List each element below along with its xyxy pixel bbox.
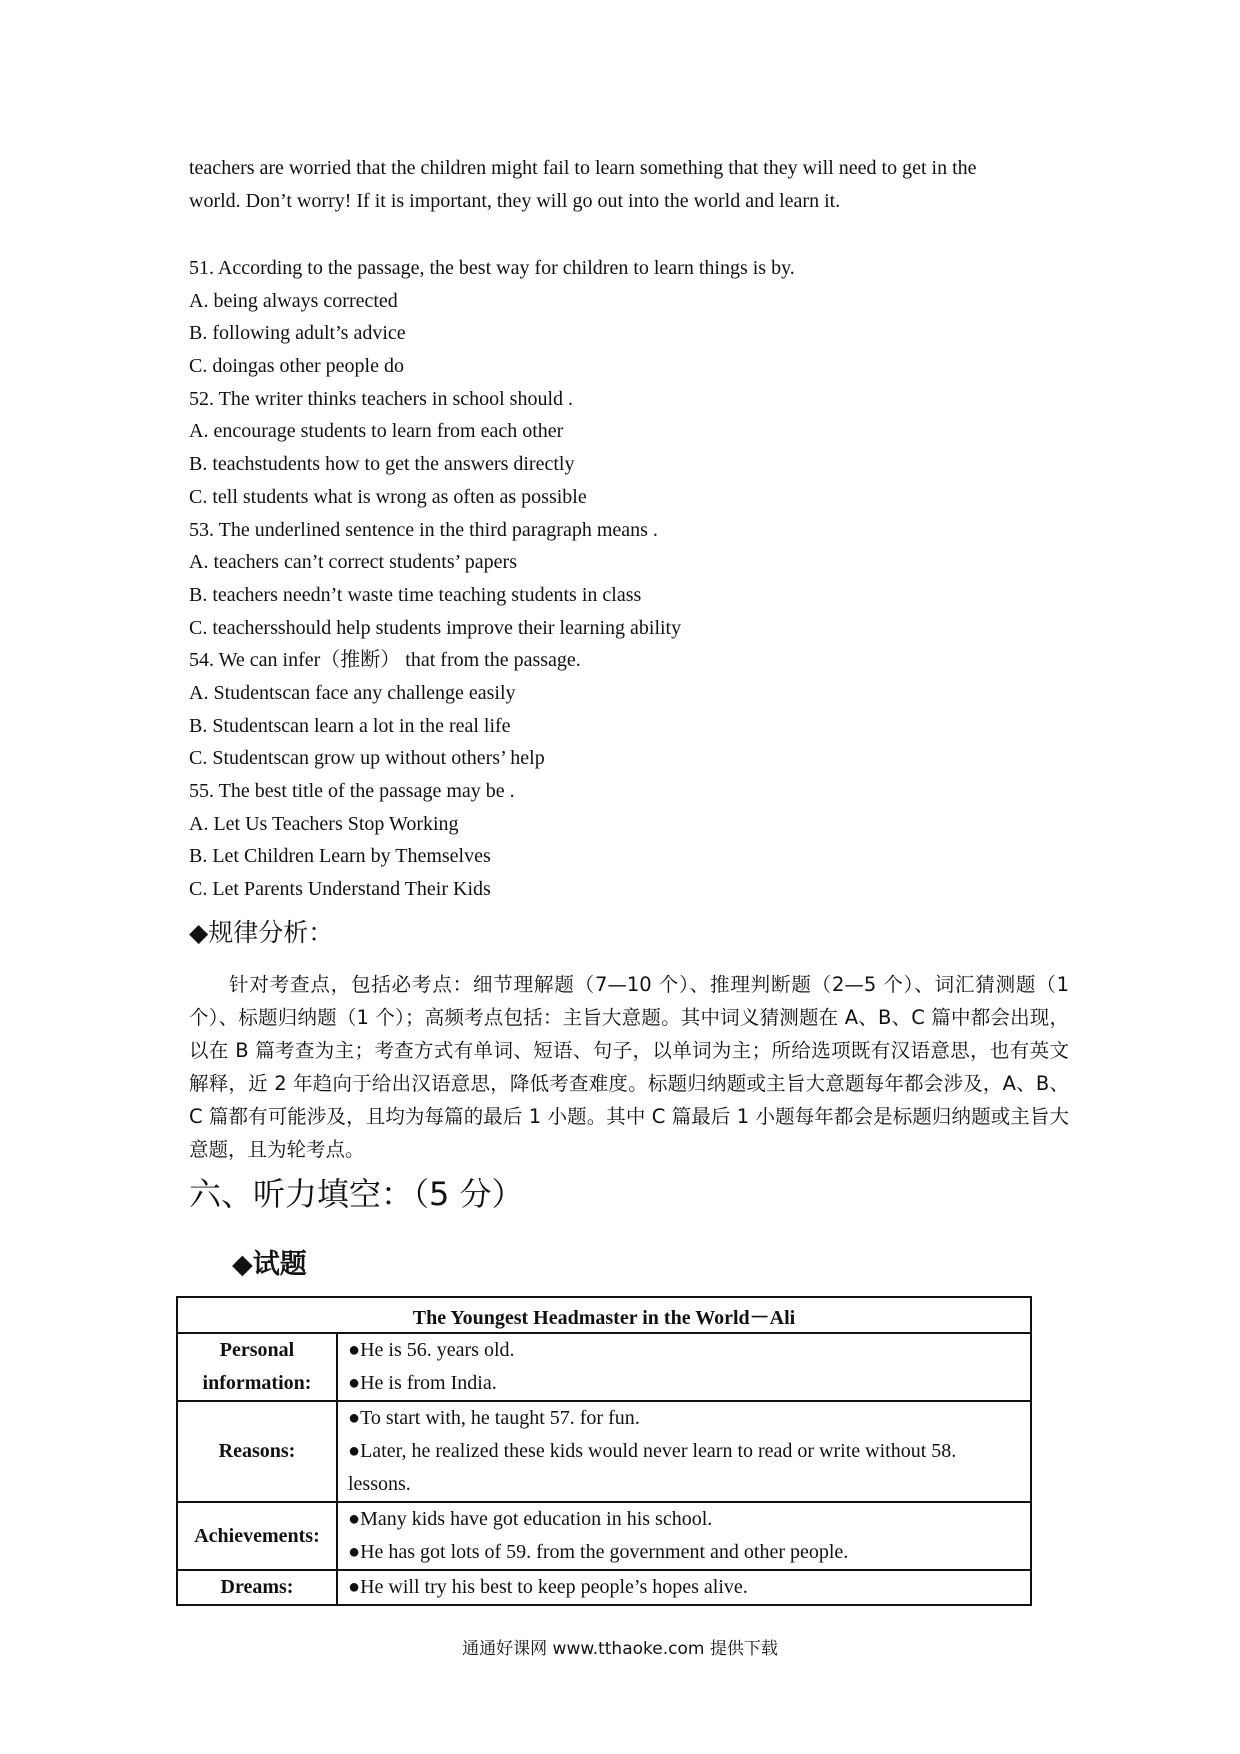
- info-table: [176, 1296, 1032, 1606]
- option-53-a: A. teachers can’t correct students’ papers: [189, 551, 517, 574]
- row-label-dreams: Dreams:: [177, 1570, 337, 1605]
- question-55: 55. The best title of the passage may be .: [189, 780, 515, 802]
- row-label-personal: Personal information:: [177, 1333, 337, 1401]
- analysis-text: [189, 968, 1069, 1166]
- passage-line: teachers are worried that the children might fail to learn something that they will need to get in the: [189, 157, 977, 179]
- option-55-b: B. Let Children Learn by Themselves: [189, 845, 491, 868]
- row-content-personal: [337, 1333, 1031, 1401]
- option-53-b: B. teachers needn’t waste time teaching students in class: [189, 583, 642, 606]
- passage-ending: [189, 152, 1069, 218]
- part-title: 六、听力填空：（5 分）: [189, 1175, 524, 1213]
- content-line: ●He has got lots of 59. from the government and other people.: [348, 1541, 849, 1563]
- table-row: [177, 1570, 1031, 1605]
- table-row: [177, 1401, 1031, 1502]
- content-line: ●To start with, he taught 57. for fun.: [348, 1407, 640, 1429]
- content-line: ●He is from India.: [348, 1372, 497, 1394]
- question-53: 53. The underlined sentence in the third paragraph means .: [189, 518, 658, 541]
- option-52-c: C. tell students what is wrong as often as possible: [189, 485, 587, 508]
- option-51-b: B. following adult’s advice: [189, 322, 406, 345]
- option-51-c: C. doingas other people do: [189, 355, 404, 378]
- content-line: ●Many kids have got education in his school.: [348, 1508, 713, 1530]
- question-51: 51. According to the passage, the best way for children to learn things is by.: [189, 257, 795, 279]
- analysis-heading: ◆规律分析：: [189, 918, 334, 947]
- footer-watermark: 通通好课网 www.tthaoke.com 提供下载: [462, 1639, 778, 1659]
- option-54-a: A. Studentscan face any challenge easily: [189, 681, 516, 704]
- table-row: [177, 1333, 1031, 1401]
- content-line: ●He will try his best to keep people’s hopes alive.: [348, 1576, 748, 1598]
- row-content-reasons: [337, 1401, 1031, 1502]
- option-53-c: C. teachersshould help students improve their learning ability: [189, 616, 682, 639]
- row-label-achievements: Achievements:: [177, 1502, 337, 1570]
- content-line: ●He is 56. years old.: [348, 1339, 515, 1361]
- option-52-b: B. teachstudents how to get the answers directly: [189, 453, 575, 476]
- row-content-achievements: [337, 1502, 1031, 1570]
- table-row: [177, 1502, 1031, 1570]
- question-list: [189, 252, 1069, 906]
- option-55-c: C. Let Parents Understand Their Kids: [189, 878, 491, 901]
- option-55-a: A. Let Us Teachers Stop Working: [189, 812, 459, 835]
- row-content-dreams: [337, 1570, 1031, 1605]
- table-title: The Youngest Headmaster in the World－Ali: [177, 1297, 1031, 1333]
- question-52: 52. The writer thinks teachers in school should .: [189, 387, 574, 410]
- option-52-a: A. encourage students to learn from each other: [189, 420, 564, 443]
- option-51-a: A. being always corrected: [189, 289, 398, 312]
- analysis-paragraph: 针对考查点，包括必考点：细节理解题（7—10 个）、推理判断题（2—5 个）、词汇猜测题（1 个）、标题归纳题（1 个）；高频考点包括：主旨大意题。其中词义猜测题在 A、B、C 篇中都会出现，以在 B 篇考查为主；考查方式有单词、短语、句子，以单词为主；所给选项既有汉语意思，也有英文解释，近 2 年趋向于给出汉语意思，降低考查难度。标题归纳题或主旨大意题每年都会涉及，A、B、C 篇都有可能涉及，且均为每篇的最后 1 小题。其中 C 篇最后 1 小题每年都会是标题归纳题或主旨大意题，且为轮考点。: [189, 973, 1069, 1161]
- content-line: ●Later, he realized these kids would never learn to read or write without 58. lessons.: [348, 1440, 957, 1495]
- row-label-reasons: Reasons:: [177, 1401, 337, 1502]
- subheading: ◆试题: [232, 1249, 307, 1280]
- question-54: 54. We can infer（推断） that from the passage.: [189, 649, 581, 672]
- option-54-b: B. Studentscan learn a lot in the real life: [189, 714, 511, 737]
- option-54-c: C. Studentscan grow up without others’ help: [189, 747, 545, 770]
- passage-line: world. Don’t worry! If it is important, they will go out into the world and learn it.: [189, 190, 841, 212]
